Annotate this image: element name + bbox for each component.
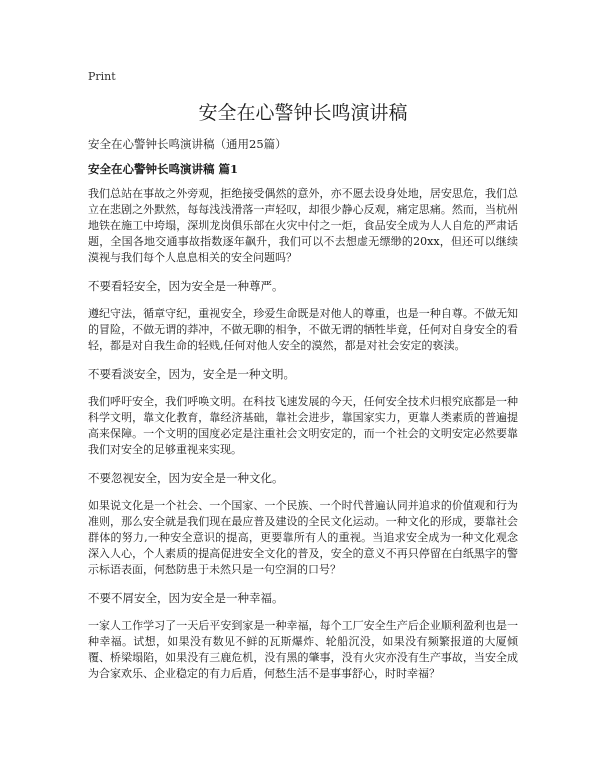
- paragraph-culture: 如果说文化是一个社会、一个国家、一个民族、一个时代普遍认同并追求的价值观和行为准则，那么安全就是我们现在最应普及建设的全民文化运动。一种文化的形成，要靠社会群体的努力,一种安全意识的提高，更要靠所有人的重视。当追求安全成为一种文化观念深入人心，个人素质的提高促进安全文化的普及，安全的意义不再只停留在白纸黑字的警示标语表面，何愁防患于未然只是一句空洞的口号？: [88, 499, 518, 576]
- paragraph-civilization: 我们呼吁安全，我们呼唤文明。在科技飞速发展的今天，任何安全技术归根究底都是一种科学文明，靠文化教育，靠经济基础，靠社会进步，靠国家实力，更靠人类素质的普遍提高来保障。一个文明的国度必定是注重社会文明安定的，而一个社会的文明安定必然要靠我们对安全的足够重视来实现。: [88, 395, 518, 456]
- paragraph-lead-happiness: 不要不屑安全，因为安全是一种幸福。: [88, 591, 284, 605]
- paragraph-lead-dignity: 不要看轻安全，因为安全是一种尊严。: [88, 279, 284, 293]
- body-text: [88, 186, 518, 694]
- print-label[interactable]: Print: [88, 70, 116, 83]
- paragraph-dignity: 遵纪守法，循章守纪，重视安全，珍爱生命既是对他人的尊重，也是一种自尊。不做无知的冒险，不做无谓的莽冲，不做无聊的相争，不做无谓的牺牲毕竟，任何对自身安全的看轻，都是对自我生命的轻贱,任何对他人安全的漠然，都是对社会安定的亵渎。: [88, 307, 518, 352]
- document-title: 安全在心警钟长鸣演讲稿: [198, 102, 408, 124]
- paragraph-lead-civilization: 不要看淡安全，因为，安全是一种文明。: [88, 367, 295, 381]
- paragraph-happiness: 一家人工作学习了一天后平安到家是一种幸福，每个工厂安全生产后企业顺利盈利也是一种幸福。试想，如果没有数见不鲜的瓦斯爆炸、轮船沉没，如果没有频繁报道的大厦倾覆、桥梁塌陷，如果没有三鹿危机，没有黑的肇事，没有火灾亦没有生产事故，当安全成为合家欢乐、企业稳定的有力后盾，何愁生活不是事事舒心，时时幸福？: [88, 619, 518, 680]
- paragraph-intro: 我们总站在事故之外旁观，拒绝接受偶然的意外，亦不愿去设身处地，居安思危，我们总立在悲剧之外默然，每每浅浅滑落一声轻叹，却很少静心反观，痛定思痛。然而，当杭州地铁在施工中垮塌，深圳龙岗俱乐部在火灾中付之一炬，食品安全成为人人自危的严肃话题，全国各地交通事故指数逐年飙升，我们可以不去想虚无缥缈的20xx，但还可以继续漠视与我们每个人息息相关的安全问题吗？: [88, 187, 518, 264]
- section-heading: 安全在心警钟长鸣演讲稿 篇1: [88, 162, 239, 176]
- paragraph-lead-culture: 不要忽视安全，因为安全是一种文化。: [88, 471, 284, 485]
- document-subtitle: 安全在心警钟长鸣演讲稿（通用25篇）: [88, 137, 287, 151]
